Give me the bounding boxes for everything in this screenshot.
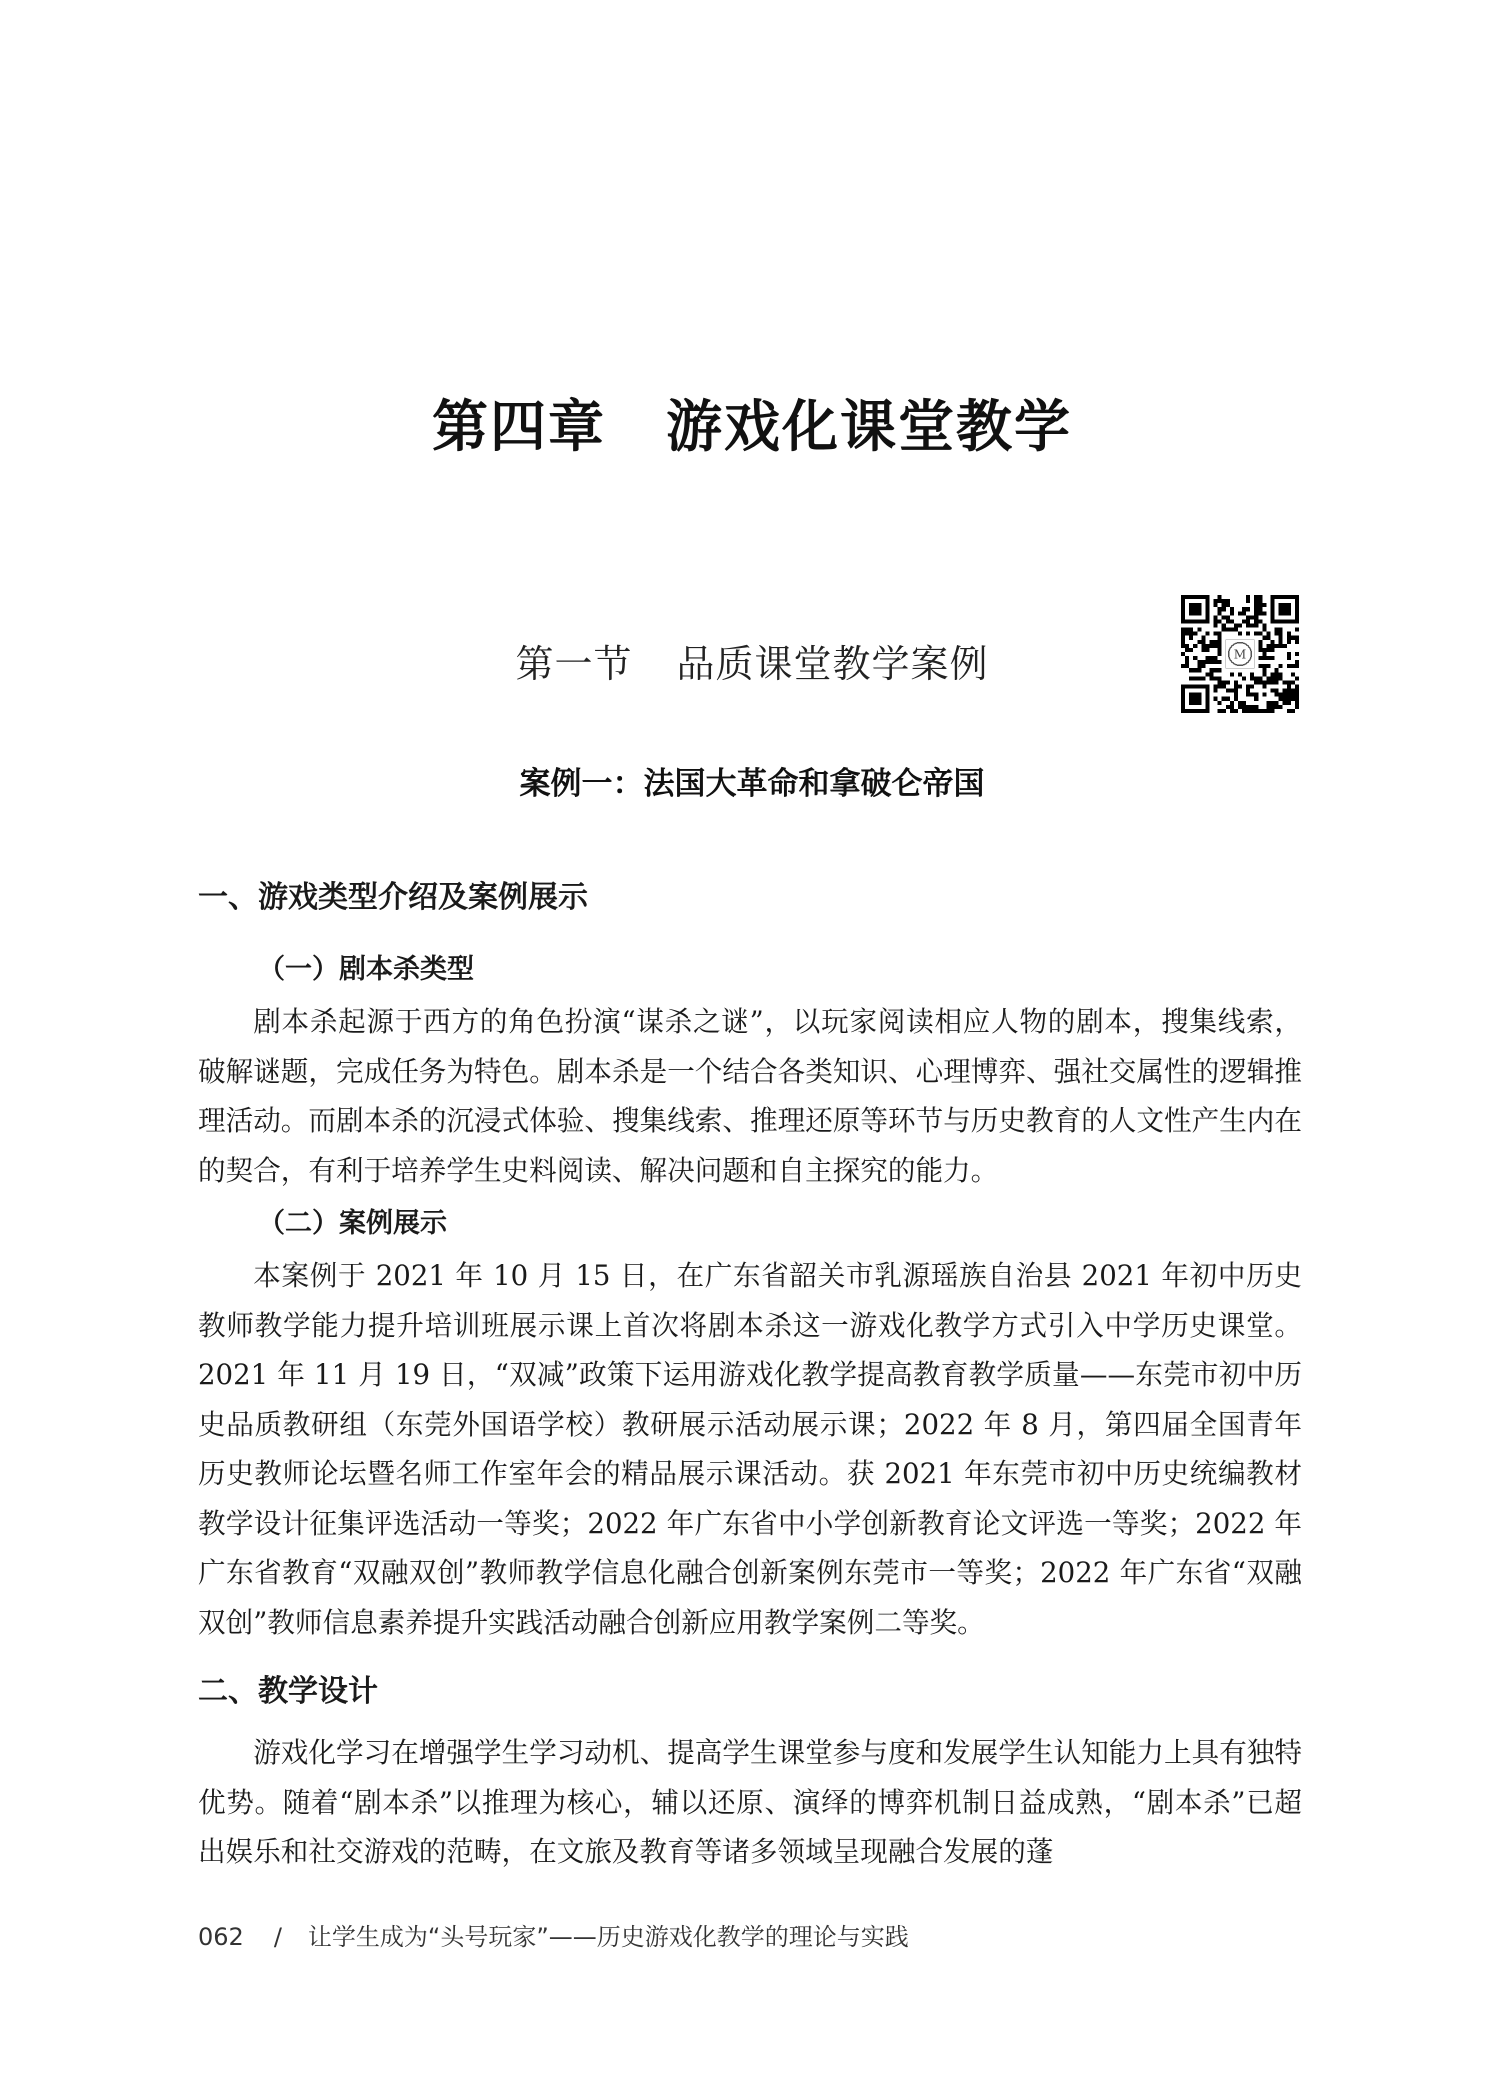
part1-heading: 一、游戏类型介绍及案例展示 xyxy=(198,880,588,915)
subsection1-heading: （一）剧本杀类型 xyxy=(258,954,474,985)
section-number: 第一节 xyxy=(515,642,633,686)
paragraph-case-display: 本案例于 2021 年 10 月 15 日，在广东省韶关市乳源瑶族自治县 2021 年初中历史教师教学能力提升培训班展示课上首次将剧本杀这一游戏化教学方式引入中学历史课堂。2021 年 11 月 19 日，“双减”政策下运用游戏化教学提高教育教学质量——东莞市初中历史品质教研组（东莞外国语学校）教研展示活动展示课；2022 年 8 月，第四届全国青年历史教师论坛暨名师工作室年会的精品展示课活动。获 2021 年东莞市初中历史统编教材教学设计征集评选活动一等奖；2022 年广东省中小学创新教育论文评选一等奖；2022 年广东省教育“双融双创”教师教学信息化融合创新案例东莞市一等奖；2022 年广东省“双融双创”教师信息素养提升实践活动融合创新应用教学案例二等奖。 xyxy=(198,1259,1302,1639)
subsection2-heading: （二）案例展示 xyxy=(258,1208,447,1239)
qr-code-icon[interactable] xyxy=(1181,595,1299,713)
chapter-name: 游戏化课堂教学 xyxy=(666,394,1072,460)
page-footer xyxy=(198,1917,909,1952)
page-number: 062 xyxy=(198,1923,244,1951)
paragraph-script-kill-intro: 剧本杀起源于西方的角色扮演“谋杀之谜”，以玩家阅读相应人物的剧本，搜集线索，破解谜题，完成任务为特色。剧本杀是一个结合各类知识、心理博弈、强社交属性的逻辑推理活动。而剧本杀的沉浸式体验、搜集线索、推理还原等环节与历史教育的人文性产生内在的契合，有利于培养学生史料阅读、解决问题和自主探究的能力。 xyxy=(198,1005,1302,1187)
case-title: 案例一：法国大革命和拿破仑帝国 xyxy=(519,766,985,802)
svg-text:M: M xyxy=(1233,647,1247,662)
chapter-number: 第四章 xyxy=(432,394,606,460)
part2-heading: 二、教学设计 xyxy=(198,1674,378,1709)
chapter-title xyxy=(0,383,1504,463)
paragraph-teaching-design: 游戏化学习在增强学生学习动机、提高学生课堂参与度和发展学生认知能力上具有独特优势。随着“剧本杀”以推理为核心，辅以还原、演绎的博弈机制日益成熟，“剧本杀”已超出娱乐和社交游戏的范畴，在文旅及教育等诸多领域呈现融合发展的蓬 xyxy=(198,1736,1302,1868)
section-name: 品质课堂教学案例 xyxy=(676,642,989,686)
footer-separator: / xyxy=(273,1923,282,1951)
book-title: 让学生成为“头号玩家”——历史游戏化教学的理论与实践 xyxy=(307,1923,909,1951)
